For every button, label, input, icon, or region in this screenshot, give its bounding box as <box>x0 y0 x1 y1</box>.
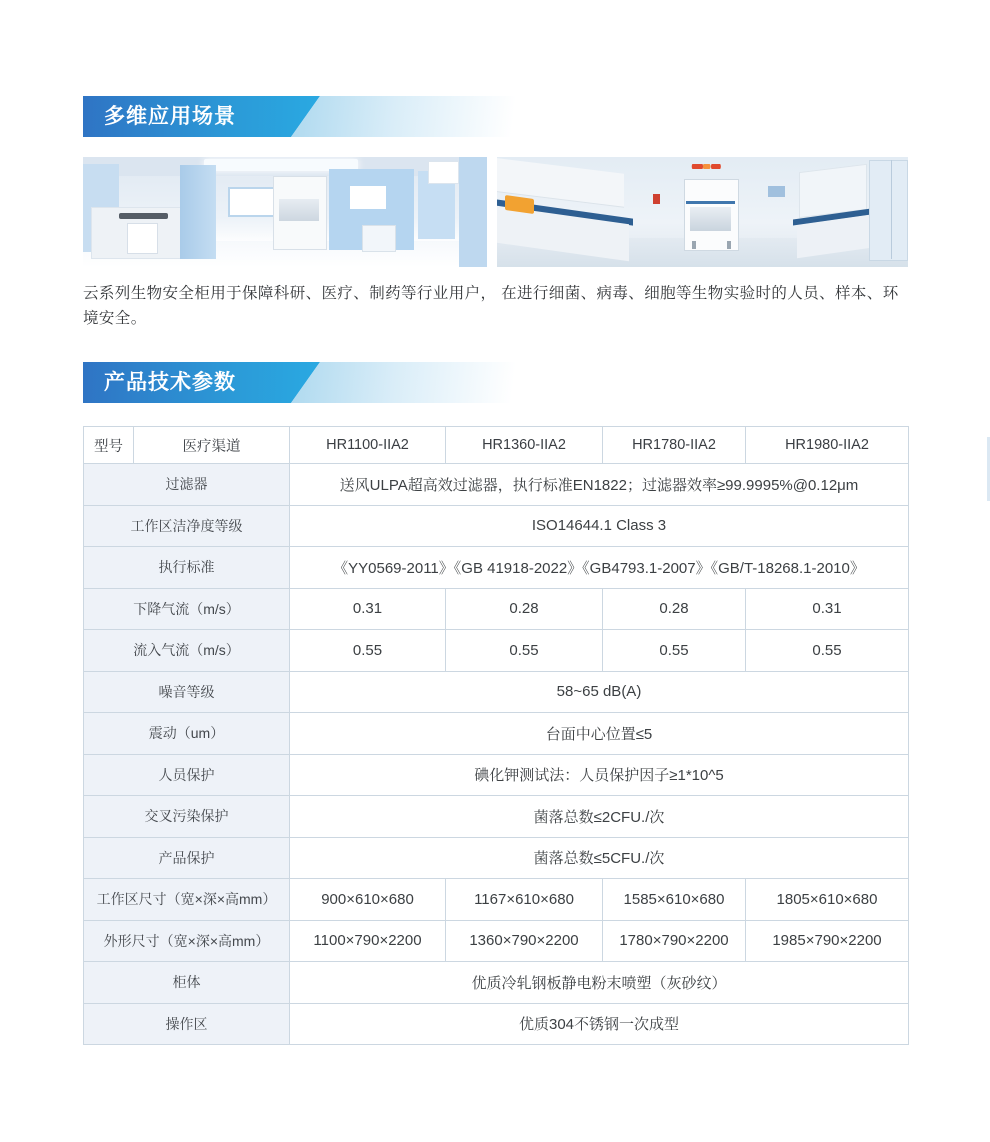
row-value: 优质304不锈钢一次成型 <box>290 1003 909 1045</box>
row-value-4: 0.55 <box>746 630 909 672</box>
row-label: 噪音等级 <box>84 671 290 713</box>
row-value-3: 1585×610×680 <box>603 879 746 921</box>
row-value-2: 0.55 <box>446 630 603 672</box>
row-value-3: 0.55 <box>603 630 746 672</box>
row-value: 优质冷轧钢板静电粉末喷塑（灰砂纹） <box>290 962 909 1004</box>
row-label: 执行标准 <box>84 547 290 589</box>
row-value: 菌落总数≤2CFU./次 <box>290 796 909 838</box>
table-row <box>84 962 909 1004</box>
section-banner-applications <box>83 96 563 137</box>
table-row <box>84 879 909 921</box>
spec-table <box>83 426 909 1045</box>
upper-cabinet-right <box>428 161 458 184</box>
cabinet-glass <box>279 199 319 221</box>
cabinet-glass <box>690 207 731 231</box>
back-window <box>228 187 276 217</box>
row-label: 产品保护 <box>84 837 290 879</box>
row-value: 《YY0569-2011》《GB 41918-2022》《GB4793.1-2007》《GB/T-18268.1-2010》 <box>290 547 909 589</box>
row-value: 送风ULPA超高效过滤器，执行标准EN1822；过滤器效率≥99.9995%@0.12μm <box>290 464 909 506</box>
glass-cabinet-frame <box>891 160 892 259</box>
row-value-1: 900×610×680 <box>290 879 446 921</box>
row-value: 58~65 dB(A) <box>290 671 909 713</box>
row-value-3: 0.28 <box>603 588 746 630</box>
header-model-label: 型号 <box>84 427 134 464</box>
applications-description: 云系列生物安全柜用于保障科研、医疗、制药等行业用户， 在进行细菌、病毒、细胞等生物实验时的人员、样本、环境安全。 <box>83 285 899 328</box>
row-label: 外形尺寸（宽×深×高mm） <box>84 920 290 962</box>
row-label: 人员保护 <box>84 754 290 796</box>
row-value-4: 1805×610×680 <box>746 879 909 921</box>
header-model-2: HR1360-IIA2 <box>446 427 603 464</box>
white-unit <box>362 225 396 251</box>
row-value-1: 0.31 <box>290 588 446 630</box>
bench-oven-door <box>127 223 157 254</box>
glass-cabinet-right <box>869 160 908 261</box>
fire-extinguisher <box>653 194 660 204</box>
row-label: 操作区 <box>84 1003 290 1045</box>
row-label: 过滤器 <box>84 464 290 506</box>
row-label: 柜体 <box>84 962 290 1004</box>
row-value-3: 1780×790×2200 <box>603 920 746 962</box>
header-model-3: HR1780-IIA2 <box>603 427 746 464</box>
cabinet-leg-right <box>727 241 731 250</box>
cabinet-leg-left <box>692 241 696 250</box>
table-row <box>84 837 909 879</box>
header-channel-label: 医疗渠道 <box>134 427 290 464</box>
wall-poster <box>768 186 784 197</box>
section-title-specs: 产品技术参数 <box>104 371 236 394</box>
row-value-2: 1167×610×680 <box>446 879 603 921</box>
table-row <box>84 464 909 506</box>
table-row <box>84 547 909 589</box>
row-label: 交叉污染保护 <box>84 796 290 838</box>
header-model-4: HR1980-IIA2 <box>746 427 909 464</box>
row-value: 碘化钾测试法：人员保护因子≥1*10^5 <box>290 754 909 796</box>
row-value: ISO14644.1 Class 3 <box>290 505 909 547</box>
table-row <box>84 713 909 755</box>
row-label: 流入气流（m/s） <box>84 630 290 672</box>
table-row <box>84 796 909 838</box>
application-scene-render-image <box>83 157 487 267</box>
table-row <box>84 920 909 962</box>
row-label: 工作区洁净度等级 <box>84 505 290 547</box>
row-value: 菌落总数≤5CFU./次 <box>290 837 909 879</box>
row-value: 台面中心位置≤5 <box>290 713 909 755</box>
row-value-2: 0.28 <box>446 588 603 630</box>
row-label: 震动（um） <box>84 713 290 755</box>
banner-ribbon-trail <box>291 96 561 137</box>
row-label: 下降气流（m/s） <box>84 588 290 630</box>
table-row <box>84 754 909 796</box>
bench-fixtures <box>119 213 167 219</box>
table-row <box>84 505 909 547</box>
cabinet-blue-line <box>686 201 735 204</box>
row-value-1: 1100×790×2200 <box>290 920 446 962</box>
warning-lights <box>690 164 727 170</box>
banner-ribbon-trail <box>291 362 561 403</box>
application-scene-photo-image <box>497 157 908 267</box>
row-label: 工作区尺寸（宽×深×高mm） <box>84 879 290 921</box>
header-model-1: HR1100-IIA2 <box>290 427 446 464</box>
row-value-4: 1985×790×2200 <box>746 920 909 962</box>
table-row <box>84 671 909 713</box>
row-value-2: 1360×790×2200 <box>446 920 603 962</box>
section-title-applications: 多维应用场景 <box>104 105 236 128</box>
blue-pillar-left <box>180 165 216 260</box>
row-value-4: 0.31 <box>746 588 909 630</box>
table-row <box>84 630 909 672</box>
table-row <box>84 1003 909 1045</box>
table-header-row <box>84 427 909 464</box>
table-row <box>84 588 909 630</box>
row-value-1: 0.55 <box>290 630 446 672</box>
section-banner-specs <box>83 362 563 403</box>
blue-pillar-right <box>459 157 487 267</box>
arch-window <box>350 186 386 209</box>
